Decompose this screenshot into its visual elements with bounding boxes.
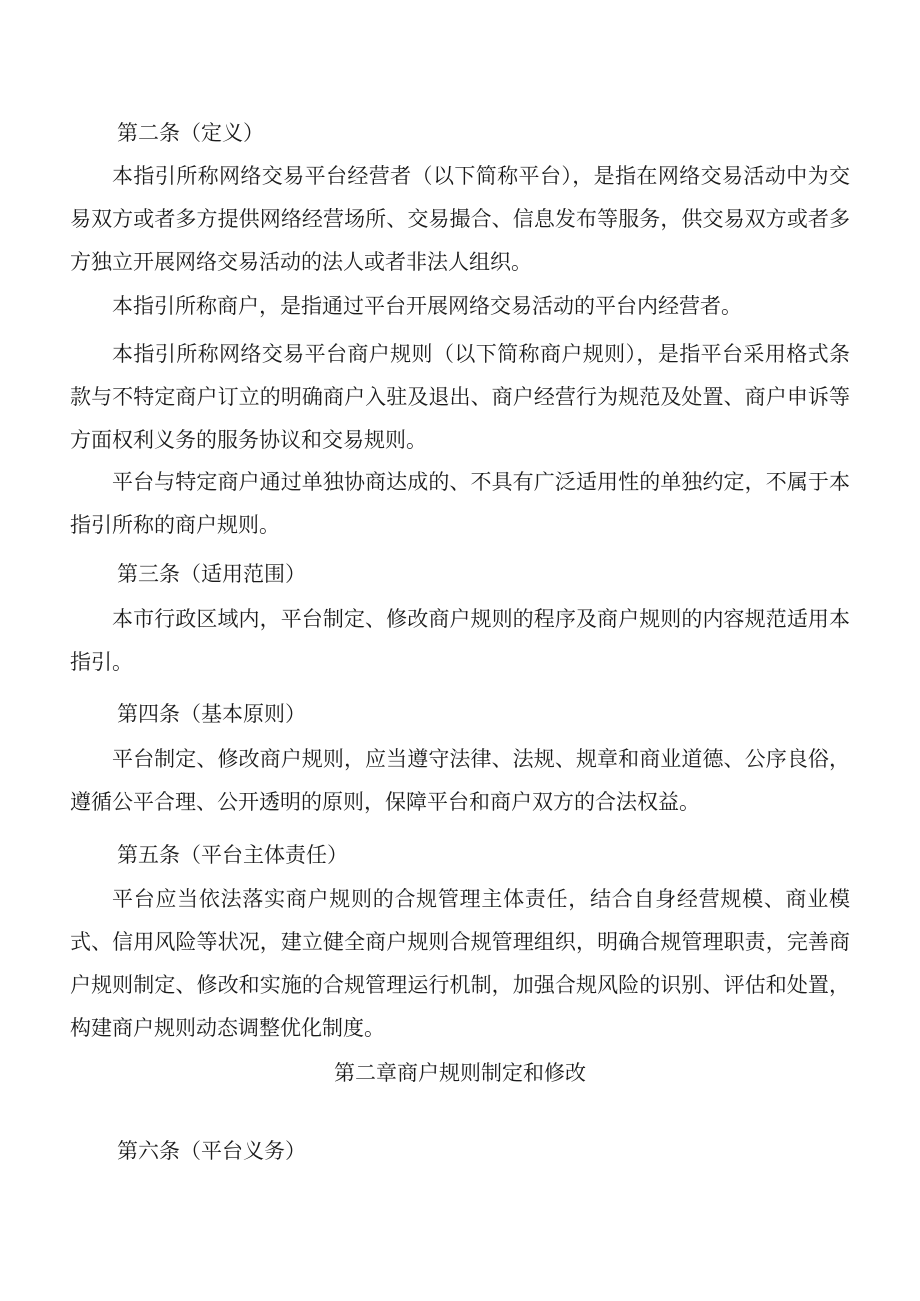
article-6-heading: 第六条（平台义务）	[117, 1139, 306, 1163]
article-3-paragraph-1: 本市行政区域内，平台制定、修改商户规则的程序及商户规则的内容规范适用本指引。	[70, 607, 850, 674]
article-2-paragraph-4: 平台与特定商户通过单独协商达成的、不具有广泛适用性的单独约定，不属于本指引所称的商户规则。	[70, 470, 850, 537]
article-2-heading: 第二条（定义）	[117, 121, 264, 145]
article-5-paragraph-1: 平台应当依法落实商户规则的合规管理主体责任，结合自身经营规模、商业模式、信用风险等状况，建立健全商户规则合规管理组织，明确合规管理职责，完善商户规则制定、修改和实施的合规管理运行机制，加强合规风险的识别、评估和处置，构建商户规则动态调整优化制度。	[70, 887, 850, 1040]
article-2-paragraph-1: 本指引所称网络交易平台经营者（以下简称平台），是指在网络交易活动中为交易双方或者多方提供网络经营场所、交易撮合、信息发布等服务，供交易双方或者多方独立开展网络交易活动的法人或者非法人组织。	[70, 164, 850, 274]
article-4-paragraph-1: 平台制定、修改商户规则，应当遵守法律、法规、规章和商业道德、公序良俗，遵循公平合理、公开透明的原则，保障平台和商户双方的合法权益。	[70, 747, 850, 814]
article-3-heading: 第三条（适用范围）	[117, 562, 306, 586]
article-5-heading: 第五条（平台主体责任）	[117, 843, 348, 867]
chapter-2-title: 第二章商户规则制定和修改	[334, 1061, 586, 1085]
article-4-heading: 第四条（基本原则）	[117, 702, 306, 726]
article-2-paragraph-3: 本指引所称网络交易平台商户规则（以下简称商户规则），是指平台采用格式条款与不特定商户订立的明确商户入驻及退出、商户经营行为规范及处置、商户申诉等方面权利义务的服务协议和交易规则。	[70, 342, 850, 452]
article-2-paragraph-2: 本指引所称商户，是指通过平台开展网络交易活动的平台内经营者。	[112, 294, 742, 318]
